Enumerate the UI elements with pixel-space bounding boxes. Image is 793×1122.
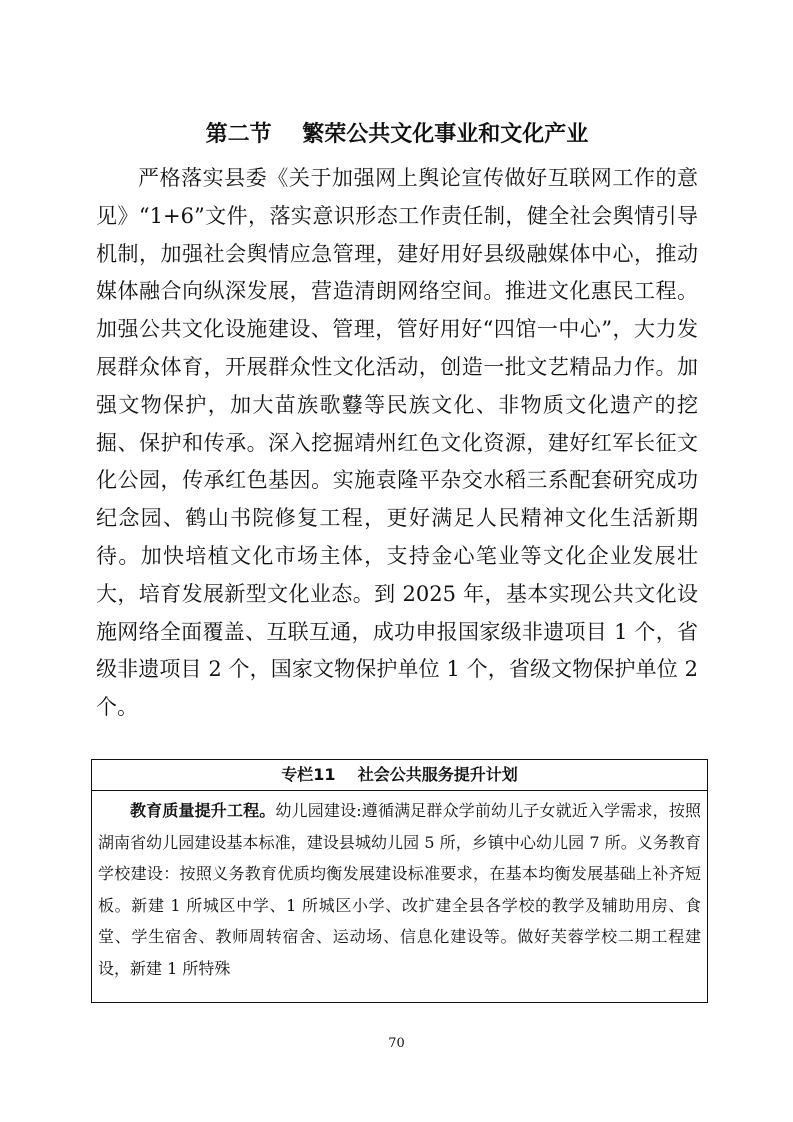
column-box-text: 幼儿园建设:遵循满足群众学前幼儿子女就近入学需求，按照湖南省幼儿园建设基本标准，建设县城幼儿园 5 所，乡镇中心幼儿园 7 所。义务教育学校建设：按照义务教育优质均衡发展建设标准要求，在基本均衡发展基础上补齐短板。新建 1 所城区中学、1 所城区小学、改扩建全县各学校的教学及辅助用房、食堂、学生宿舍、教师周转宿舍、运动场、信息化建设等。做好芙蓉学校二期工程建设，新建 1 所特殊 xyxy=(98,801,701,978)
column-box xyxy=(91,759,708,1003)
column-box-body xyxy=(92,791,707,984)
column-box-title: 专栏11 社会公共服务提升计划 xyxy=(92,760,707,791)
body-paragraph: 严格落实县委《关于加强网上舆论宣传做好互联网工作的意见》“1+6”文件，落实意识形态工作责任制，健全社会舆情引导机制，加强社会舆情应急管理，建好用好县级融媒体中心，推动媒体融合向纵深发展，营造清朗网络空间。推进文化惠民工程。加强公共文化设施建设、管理，管好用好“四馆一中心”，大力发展群众体育，开展群众性文化活动，创造一批文艺精品力作。加强文物保护，加大苗族歌鼟等民族文化、非物质文化遗产的挖掘、保护和传承。深入挖掘靖州红色文化资源，建好红军长征文化公园，传承红色基因。实施袁隆平杂交水稻三系配套研究成功纪念园、鹤山书院修复工程，更好满足人民精神文化生活新期待。加快培植文化市场主体，支持金心笔业等文化企业发展壮大，培育发展新型文化业态。到 2025 年，基本实现公共文化设施网络全面覆盖、互联互通，成功申报国家级非遗项目 1 个，省级非遗项目 2 个，国家文物保护单位 1 个，省级文物保护单位 2 个。 xyxy=(96,166,698,720)
page-number: 70 xyxy=(388,1036,405,1051)
column-box-lead: 教育质量提升工程。 xyxy=(130,801,276,820)
section-title: 第二节 繁荣公共文化事业和文化产业 xyxy=(205,122,589,147)
